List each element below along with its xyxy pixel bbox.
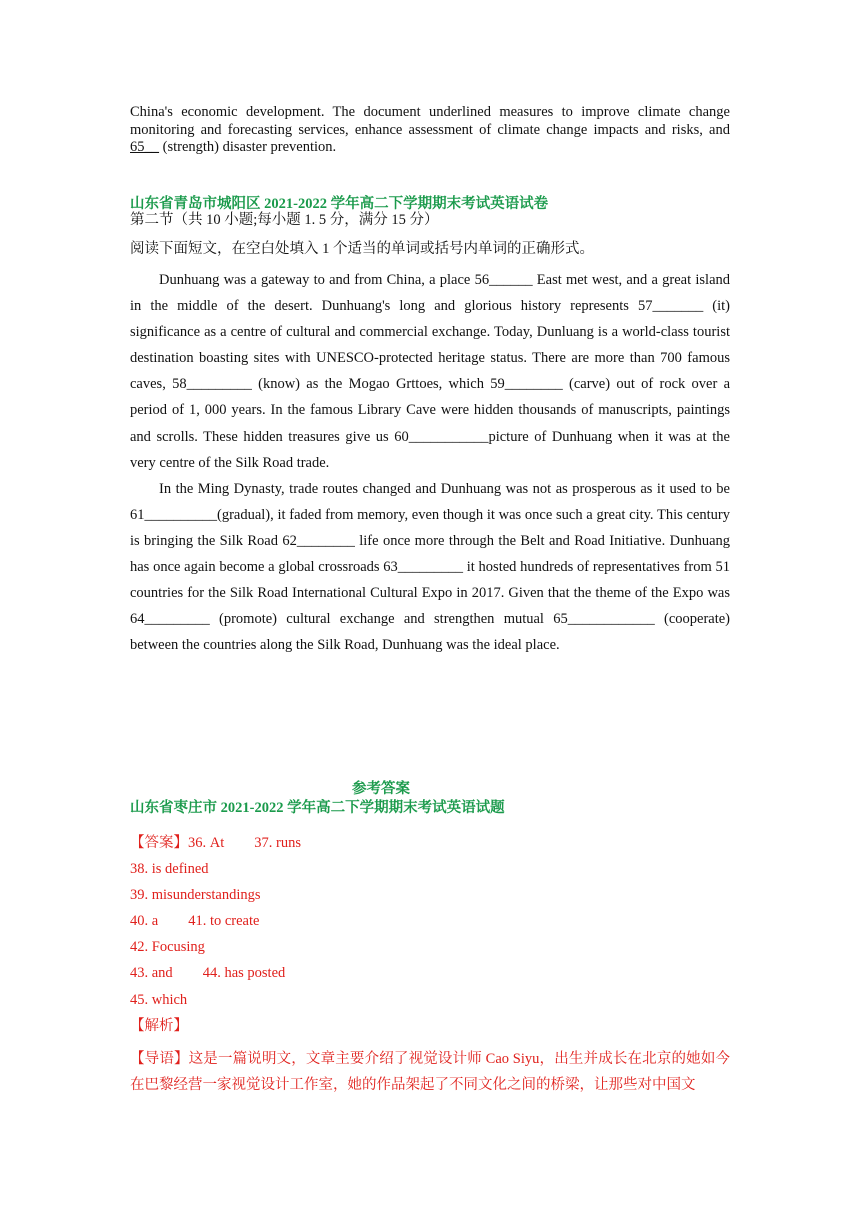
answer-40: 40. a (130, 913, 159, 930)
answer-line (130, 882, 301, 908)
top-paragraph-text: China's economic development. The document underlined measures to improve climate change monitoring and forecasting services, enhance assessment of climate change impacts and risks, and (130, 104, 730, 138)
guide-paragraph: 【导语】这是一篇说明文，文章主要介绍了视觉设计师 Cao Siyu，出生并成长在北京的她如今在巴黎经营一家视觉设计工作室，她的作品架起了不同文化之间的桥梁，让那些对中国文 (130, 1051, 730, 1094)
answer-43: 43. and (130, 965, 173, 982)
answer-36: 36. At (188, 835, 225, 851)
section-instruction: 阅读下面短文，在空白处填入 1 个适当的单词或括号内单词的正确形式。 (130, 241, 594, 257)
answer-44: 44. has posted (202, 965, 286, 982)
answer-list (130, 830, 301, 1039)
top-paragraph-tail: (strength) disaster prevention. (159, 139, 337, 155)
top-paragraph (130, 104, 730, 157)
answer-line (130, 830, 301, 856)
answers-source: 山东省枣庄市 2021-2022 学年高二下学期期末考试英语试题 (130, 800, 505, 816)
answer-line (130, 856, 301, 882)
answer-39: 39. misunderstandings (130, 887, 261, 904)
answers-heading: 参考答案 (352, 781, 410, 797)
answer-42: 42. Focusing (130, 939, 205, 956)
analysis-tag: 【解析】 (130, 1017, 188, 1034)
passage-paragraph-1: Dunhuang was a gateway to and from China, a place 56______ East met west, and a great island in the middle of the desert. Dunhuang's long and glorious history represents 57_______ (it) significance as a centre of cultural and commercial exchange. Today, Dunluang is a world-class tourist destination boasting sites with UNESCO-protected heritage status. There are more than 700 famous caves, 58_________ (know) as the Mogao Grttoes, which 59________ (carve) out of rock over a period of 1, 000 years. In the famous Library Cave were hidden thousands of manuscripts, paintings and scrolls. These hidden treasures give us 60___________picture of Dunhuang when it was at the very centre of the Silk Road trade. (130, 272, 730, 471)
answer-38: 38. is defined (130, 861, 209, 878)
answer-41: 41. to create (188, 913, 260, 930)
answer-tag: 【答案】 (130, 835, 188, 851)
answer-line (130, 908, 301, 934)
answer-line (130, 987, 301, 1013)
blank-65: 65__ (130, 139, 159, 155)
answer-37: 37. runs (254, 835, 301, 851)
answer-line (130, 960, 301, 986)
passage-paragraph-2: In the Ming Dynasty, trade routes changed and Dunhuang was not as prosperous as it used to be 61__________(gradual), it faded from memory, even though it was once such a great city. This century is bringing the Silk Road 62________ life once more through the Belt and Road Initiative. Dunhuang has once again become a global crossroads 63_________ it hosted hundreds of representatives from 51 countries for the Silk Road International Cultural Expo in 2017. Given that the theme of the Expo was 64_________ (promote) cultural exchange and strengthen mutual 65____________ (cooperate) between the countries along the Silk Road, Dunhuang was the ideal place. (130, 480, 730, 654)
answer-45: 45. which (130, 991, 188, 1008)
section-subtitle: 第二节（共 10 小题;每小题 1. 5 分，满分 15 分） (130, 212, 439, 228)
passage (130, 267, 730, 658)
section-title: 山东省青岛市城阳区 2021-2022 学年高二下学期期末考试英语试卷 (130, 196, 549, 212)
answer-line (130, 934, 301, 960)
